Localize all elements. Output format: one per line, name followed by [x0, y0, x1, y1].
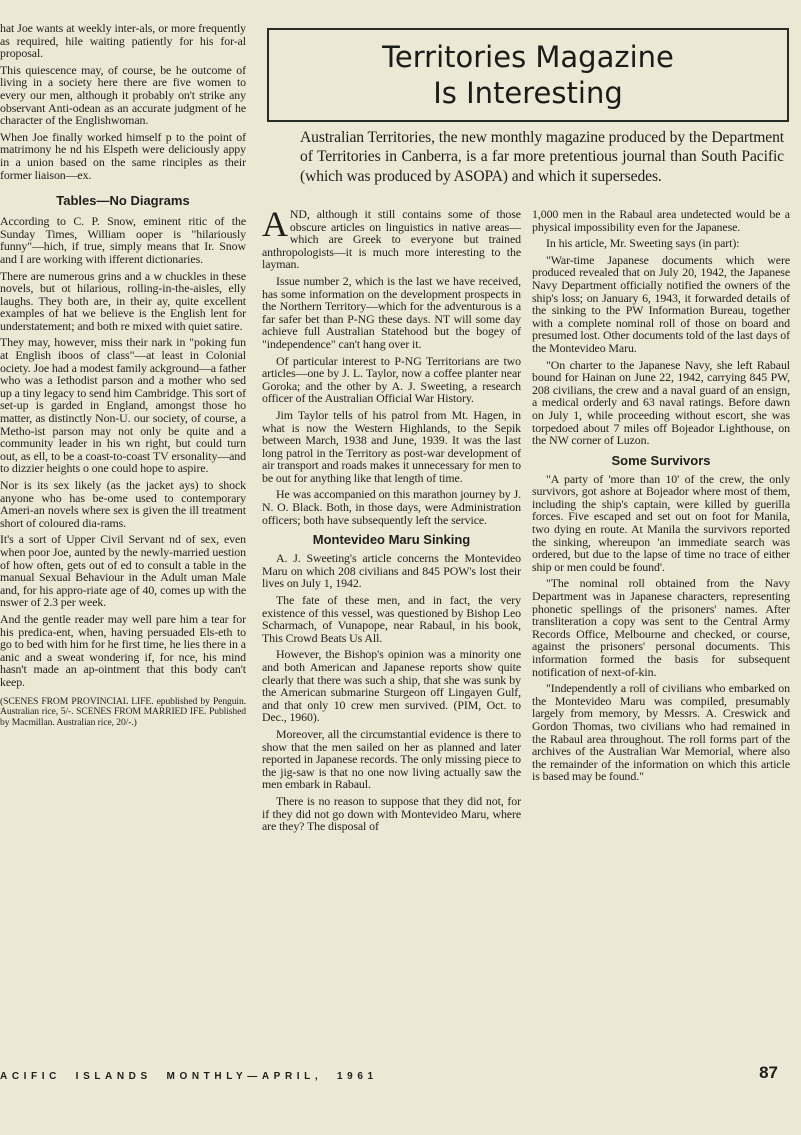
article-paragraph: "War-time Japanese documents which were produced revealed that on July 20, 1942, the Japanese Navy Department officially notified the owners of the ship's loss; on January 6, 1943, it forwarded details of the sinking to the PW Information Bureau, together with a complete nominal roll of those on board and presumed lost. Other documents told of the last days of the Montevideo Maru.: [532, 252, 790, 355]
publication-line: ACIFIC ISLANDS MONTHLY—APRIL, 1961: [0, 1071, 378, 1082]
article-paragraph: Of particular interest to P-NG Territorians are two articles—one by J. L. Taylor, now a coffee planter near Goroka; and the other by A. J. Sweeting, a research officer of the Australian Official War History.: [262, 353, 521, 406]
article-paragraph: Jim Taylor tells of his patrol from Mt. Hagen, in what is now the Western Highlands, to the Sepik between March, 1938 and June, 1939. It was the last long patrol in the Territory as post-war development of air transport and roads makes it unnecessary for men to be out for anything like that length of time.: [262, 407, 521, 485]
article-paragraph: A. J. Sweeting's article concerns the Montevideo Maru on which 208 civilians and 845 POW's lost their lives on July 1, 1942.: [262, 551, 521, 591]
left-column: [0, 22, 246, 1052]
article-first-paragraph: [262, 208, 521, 271]
left-paragraph: According to C. P. Snow, eminent ritic of the Sunday Times, William ooper is "hilariously funny"—hich, if true, simply means that Ir. Snow and I are working with ifferent dictionaries.: [0, 214, 246, 266]
left-intro-paragraph: This quiescence may, of course, be he outcome of living in a society here there are five women to every our men, although it probably on't strike any observant Anti-odean as an accurate judgment of he character of the Englishwoman.: [0, 62, 246, 128]
article-paragraph: "A party of 'more than 10' of the crew, the only survivors, got ashore at Bojeador where most of them, including the ship's captain, were killed by guerilla forces. Five escaped and set out on foot for Manila, two dying en route. At Manila the survivors reported the sinking, whereupon 'an immediate search was ordered, but due to the lapse of time no trace of either ship or men could be found'.: [532, 471, 790, 574]
page-number: 87: [759, 1063, 778, 1082]
left-paragraph: And the gentle reader may well pare him a tear for his predica-ent, when, having persuaded Els-eth to go to bed with him for he first time, he lies there in a anic and a sweat wondering if, for nce, his mind hasn't made an ap-ointment that this body can't keep.: [0, 611, 246, 689]
headline-line-2: Is Interesting: [433, 76, 623, 110]
article-paragraph: However, the Bishop's opinion was a minority one and both American and Japanese reports show quite clearly that there was such a ship, that she was sunk by the American submarine Sturgeon off Lingayen Gulf, and that only 10 crew men survived. (PIM, Oct. to Dec., 1960).: [262, 647, 521, 725]
page-footer: [0, 1063, 790, 1087]
article-paragraph: "Independently a roll of civilians who embarked on the Montevideo Maru was compiled, presumably largely from memory, by Messrs. A. Creswick and Gordon Thomas, two civilians who had remained in the Rabaul area throughout. The roll forms part of the archives of the Australian War Memorial, where also the remainder of the information on which this article is based may be found.": [532, 681, 790, 784]
book-footnote: [0, 697, 246, 729]
article-standfirst: Australian Territories, the new monthly magazine produced by the Department of Territories in Canberra, is a far more pretentious journal than South Pacific (which was produced by ASOPA) and which it supersedes.: [300, 129, 784, 185]
left-intro-paragraph: When Joe finally worked himself p to the point of matrimony he nd his Elspeth were deliciously appy in a union based on the same rinciples as their former liaison—ex.: [0, 129, 246, 182]
left-paragraph: They may, however, miss their nark in "poking fun at English iboos of class"—at least in Colonial ociety. Joe had a modest family ackground—a father who was a Iethodist parson and a mother who sed up a tiny legacy to send him Cambridge. This sort of set-up is garded in England, amongst those ho matter, as distinctly Non-U. our society, of course, a Metho-ist parson may not only be quite and a community leader in his wn right, but could turn out, as ell, to be a coast-to-coast TV ersonality—and to dizzier heights o one could hope to aspire.: [0, 335, 246, 476]
article-paragraph: The fate of these men, and in fact, the very existence of this vessel, was questioned by Bishop Leo Scharmach, of Vunapope, near Rabaul, in his book, This Crowd Beats Us All.: [262, 593, 521, 645]
left-paragraph: Nor is its sex likely (as the jacket ays) to shock anyone who has be-ome used to contemporary Ameri-an novels where sex is given the ill treatment short of coloured dia-rams.: [0, 478, 246, 530]
section-heading-montevideo: Montevideo Maru Sinking: [312, 532, 471, 548]
article-headline-box: [267, 28, 789, 122]
section-heading-survivors: Some Survivors: [611, 452, 711, 468]
left-paragraph: There are numerous grins and a w chuckles in these novels, but ot hilarious, rolling-in-the-aisles, elly laughs. They both are, in their ay, quite excellent examples of hat we believe is the English lent for understatement; and both re mixed with quiet satire.: [0, 268, 246, 333]
first-paragraph-text: ND, although it still contains some of those obscure articles on linguistics in native areas—which are Greek to everyone but trained anthropologists—it is much more interesting to the layman.: [262, 208, 521, 272]
article-paragraph: "On charter to the Japanese Navy, she left Rabaul bound for Hainan on June 22, 1942, carrying 845 PW, 208 civilians, the crew and a naval guard of an ensign, a medical orderly and 63 naval ratings. Before dawn on July 1, while proceeding without escort, she was torpedoed about 7 miles off Bojeador Lighthouse, on the NW corner of Luzon.: [532, 357, 790, 448]
article-paragraph: 1,000 men in the Rabaul area undetected would be a physical impossibility even for the Japanese.: [532, 208, 790, 234]
middle-column: [262, 208, 521, 1053]
article-paragraph: He was accompanied on this marathon journey by J. N. O. Black. Both, in those days, were Administration officers; both have subsequently left the service.: [262, 487, 521, 527]
left-section-heading: Tables—No Diagrams: [56, 193, 190, 209]
article-paragraph: There is no reason to suppose that they did not, for if they did not go down with Montevideo Maru, where are they? The disposal of: [262, 793, 521, 834]
article-paragraph: Moreover, all the circumstantial evidence is there to show that the men sailed on her as planned and later reported in Japanese records. The only missing piece to the jig-saw is that no one now living actually saw the men embark in Rabaul.: [262, 726, 521, 792]
left-paragraph: It's a sort of Upper Civil Servant nd of sex, even when poor Joe, aunted by the newly-married uestion of how often, gets out of ed to consult a table in the manual Sexual Behaviour in the Adult uman Male and, for his appro-riate age of 40, comes up with the nswer of 2.3 per week.: [0, 532, 246, 610]
drop-cap: A: [262, 208, 288, 244]
article-paragraph: "The nominal roll obtained from the Navy Department was in Japanese characters, representing phonetic spellings of the prisoners' names. After transliteration a copy was sent to the Central Army Records Office, Melbourne and checked, or course, against the prisoners' personal documents. This information formed the basis for subsequent notification of next-of-kin.: [532, 576, 790, 679]
footnote-text: (SCENES FROM PROVINCIAL LIFE. epublished by Penguin. Australian rice, 5/-. SCENES FROM MARRIED IFE. Published by Macmillan. Australian rice, 20/-.): [0, 695, 246, 728]
article-paragraph: In his article, Mr. Sweeting says (in part):: [546, 236, 740, 251]
left-intro-paragraph: hat Joe wants at weekly inter-als, or more frequently as required, hile waiting patiently for his for-al proposal.: [0, 22, 246, 61]
right-column: [532, 208, 790, 1053]
article-paragraph: Issue number 2, which is the last we have received, has some information on the development prospects in the Northern Territory—which for the adventurous is a far safer bet than P-NG these days. NT will some day achieve full Australian Statehood but the bogey of "independence" can't hang over it.: [262, 273, 521, 351]
headline-line-1: Territories Magazine: [382, 40, 674, 74]
